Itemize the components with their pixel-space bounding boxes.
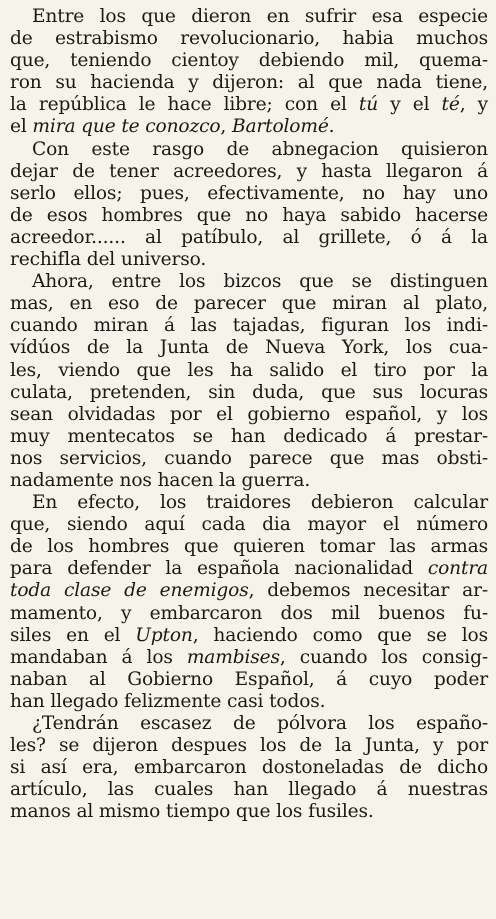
text-line: para defender la española nacionalidad contra xyxy=(10,558,488,580)
paragraph-5 xyxy=(10,713,488,823)
text-line: dejar de tener acreedores, y hasta llegaron á xyxy=(10,160,488,182)
text-line: sean olvidadas por el gobierno español, y los xyxy=(10,403,488,425)
text-line: de esos hombres que no haya sabido hacerse xyxy=(10,204,488,226)
text-line: naban al Gobierno Español, á cuyo poder xyxy=(10,668,488,690)
text-line: acreedor...... al patíbulo, al grillete, ó á la xyxy=(10,226,488,248)
text-line: manos al mismo tiempo que los fusiles. xyxy=(10,801,374,823)
text-line: si así era, embarcaron dostoneladas de dicho xyxy=(10,757,488,779)
paragraph-4 xyxy=(10,492,488,713)
text-line: mandaban á los mambises, cuando los consig- xyxy=(10,646,488,668)
text-line: mas, en eso de parecer que miran al plato, xyxy=(10,293,488,315)
text-line: culata, pretenden, sin duda, que sus locuras xyxy=(10,381,488,403)
text-line: toda clase de enemigos, debemos necesitar ar- xyxy=(10,580,488,602)
text-line: muy mentecatos se han dedicado á prestar- xyxy=(10,425,488,447)
text-line: ¿Tendrán escasez de pólvora los españo- xyxy=(32,713,488,734)
text-line: vídúos de la Junta de Nueva York, los cua- xyxy=(10,337,488,359)
text-line: Ahora, entre los bizcos que se distinguen xyxy=(32,271,488,293)
text-line: siles en el Upton, haciendo como que se los xyxy=(10,624,488,646)
text-line: nadamente nos hacen la guerra. xyxy=(10,469,311,491)
text-line: artículo, las cuales han llegado á nuestras xyxy=(10,779,488,801)
text-line: el mira que te conozco, Bartolomé. xyxy=(10,116,335,138)
text-line: de los hombres que quieren tomar las armas xyxy=(10,536,488,558)
text-line: han llegado felizmente casi todos. xyxy=(10,690,326,712)
text-line: En efecto, los traidores debieron calcular xyxy=(32,492,488,514)
text-line: les? se dijeron despues los de la Junta, y por xyxy=(10,735,488,757)
text-line: rechifla del universo. xyxy=(10,249,207,271)
text-line: Con este rasgo de abnegacion quisieron xyxy=(32,138,488,160)
paragraph-2 xyxy=(10,139,488,272)
text-line: Entre los que dieron en sufrir esa especie xyxy=(32,6,488,27)
text-line: que, siendo aquí cada dia mayor el número xyxy=(10,514,488,536)
text-line: la república le hace libre; con el tú y el té, y xyxy=(10,94,488,116)
text-line: cuando miran á las tajadas, figuran los indi- xyxy=(10,315,488,337)
text-line: les, viendo que les ha salido el tiro por la xyxy=(10,359,488,381)
text-line: nos servicios, cuando parece que mas obsti- xyxy=(10,447,488,469)
text-line: de estrabismo revolucionario, habia muchos xyxy=(10,28,488,50)
text-line: serlo ellos; pues, efectivamente, no hay uno xyxy=(10,182,488,204)
text-line: ron su hacienda y dijeron: al que nada tiene, xyxy=(10,72,488,94)
paragraph-1 xyxy=(10,6,488,139)
paragraph-3 xyxy=(10,271,488,492)
text-line: mamento, y embarcaron dos mil buenos fu- xyxy=(10,602,488,624)
text-line: que, teniendo cientoy debiendo mil, quema- xyxy=(10,50,488,72)
